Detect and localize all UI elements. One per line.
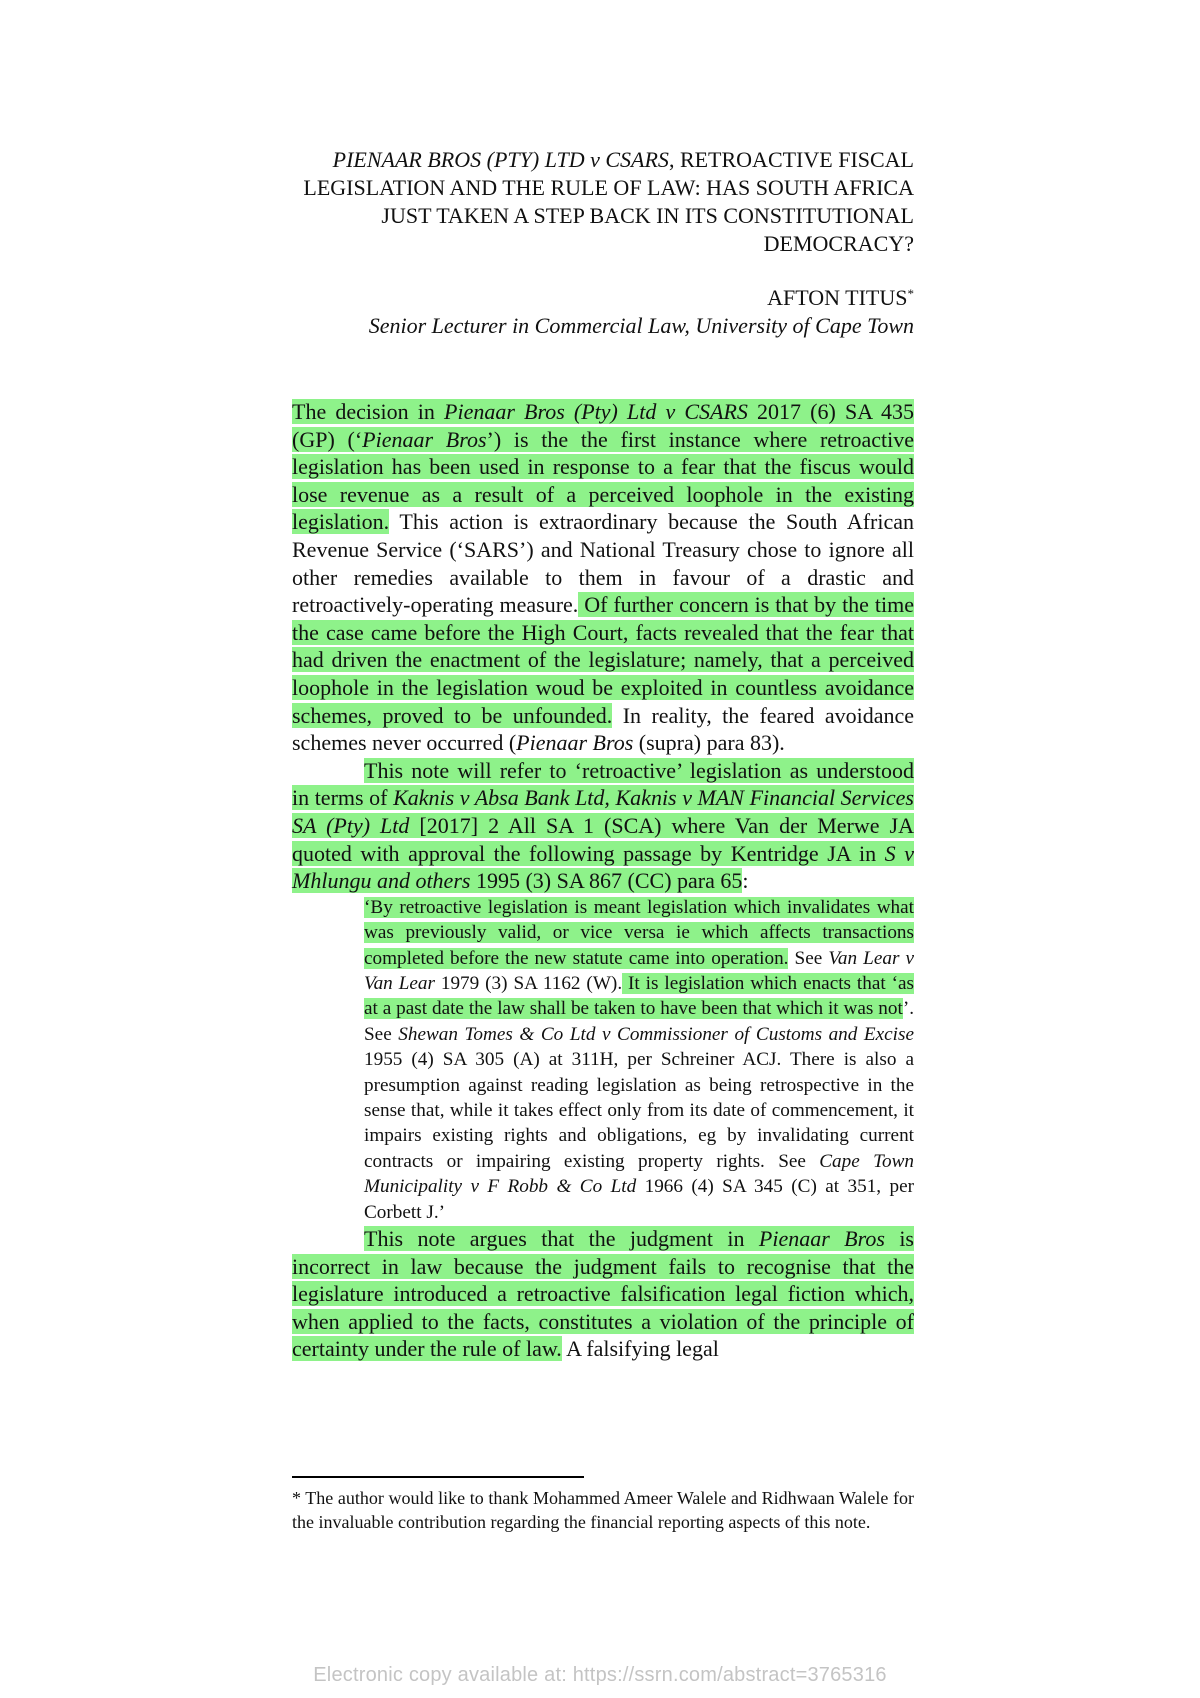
case-citation: S v Mhlungu and others [292, 840, 914, 894]
footnote: * The author would like to thank Mohammed Ameer Walele and Ridhwaan Walele for the invaluable contribution regarding the financial reporting aspects of this note. [292, 1488, 914, 1532]
case-citation: Shewan Tomes & Co Ltd v Commissioner of Customs and Excise [398, 1023, 914, 1045]
text-run: is incorrect in law because the judgment fails to recognise that the legislature introduced a retroactive falsification legal fiction which, when applied to the facts, constitutes a violation of the principle of certainty under the rule of law. [292, 1225, 914, 1362]
ssrn-footer: Electronic copy available at: https://ssrn.com/abstract=3765316 [313, 1664, 887, 1686]
case-citation: Van Lear v Van Lear [364, 947, 914, 994]
title-text: , RETROACTIVE FISCAL LEGISLATION AND THE RULE OF LAW: HAS SOUTH AFRICA JUST TAKEN A STEP BACK IN ITS CONSTITUTIONAL DEMOCRACY? [303, 147, 914, 256]
case-citation: Pienaar Bros [758, 1225, 885, 1251]
text-run: This action is extraordinary because the South African Revenue Service (‘SARS’) and National Treasury chose to ignore all other remedies available to them in favour of a drastic and retroactively-operating measure. [292, 509, 914, 618]
text-run: In reality, the feared avoidance schemes never occurred ( [292, 702, 914, 756]
text-run: 1966 (4) SA 345 (C) at 351, per Corbett J.’ [364, 1176, 914, 1223]
case-citation: Cape Town Municipality v F Robb & Co Ltd [364, 1150, 914, 1198]
paragraph-2 [292, 757, 914, 895]
case-citation: Pienaar Bros [516, 730, 634, 756]
text-run: The decision in [292, 399, 445, 424]
author-affiliation: Senior Lecturer in Commercial Law, University of Cape Town [368, 313, 914, 338]
text-run: 1955 (4) SA 305 (A) at 311H, per Schreiner ACJ. There is also a presumption against reading legislation as being retrospective in the sense that, while it takes effect only from its date of commencement, it impairs existing rights and obligations, eg by invalidating current contracts or impairing existing property rights. See [364, 1049, 914, 1172]
case-citation: Pienaar Bros (Pty) Ltd v CSARS [444, 399, 748, 424]
text-run: 1979 (3) SA 1162 (W). [434, 972, 623, 994]
article-title [292, 146, 914, 258]
block-quote [364, 895, 914, 1225]
paragraph-3 [292, 1225, 914, 1363]
author-name: AFTON TITUS [767, 285, 908, 310]
text-run: This note argues that the judgment in [364, 1225, 759, 1251]
article-body [292, 398, 914, 1363]
text-run: See [788, 947, 829, 969]
case-citation: Pienaar Bros [362, 426, 487, 452]
highlight: ‘By retroactive legislation is meant legislation which invalidates what was previously valid, or vice versa ie which affects transactions completed before the new statute came into operation. [364, 896, 914, 969]
text-run: 2017 (6) SA 435 (GP) (‘ [292, 399, 914, 452]
highlight [292, 758, 914, 893]
paragraph-1 [292, 398, 914, 757]
highlight: Of further concern is that by the time the case came before the High Court, facts revealed that the fear that had driven the enactment of the legislature; namely, that a perceived loophole in the legislation woud be exploited in countless avoidance schemes, proved to be unfounded. [292, 592, 914, 728]
author-block [292, 284, 914, 340]
case-citation: Kaknis v Absa Bank Ltd, Kaknis v MAN Financial Services SA (Pty) Ltd [292, 785, 914, 838]
author-name-line [292, 284, 914, 312]
footnote-separator [292, 1476, 584, 1478]
text-run: (supra) para 83). [633, 730, 785, 756]
title-case-name: PIENAAR BROS (PTY) LTD v CSARS [332, 147, 669, 172]
author-footnote-marker: * [907, 286, 914, 301]
text-run: : [742, 868, 749, 894]
text-run: A falsifying legal [561, 1336, 719, 1362]
text-run: 1995 (3) SA 867 (CC) para 65 [470, 868, 743, 894]
text-run: [2017] 2 All SA 1 (SCA) where Van der Merwe JA quoted with approval the following passage by Kentridge JA in [292, 812, 914, 866]
text-run: ’. See [364, 998, 914, 1045]
text-run: This note will refer to ‘retroactive’ legislation as understood in terms of [292, 757, 914, 811]
text-run: ’) is the the first instance where retroactive legislation has been used in response to a fear that the fiscus would lose revenue as a result of a perceived loophole in the existing legislation. [292, 426, 914, 535]
highlight: It is legislation which enacts that ‘as at a past date the law shall be taken to have been that which it was not [364, 972, 914, 1020]
